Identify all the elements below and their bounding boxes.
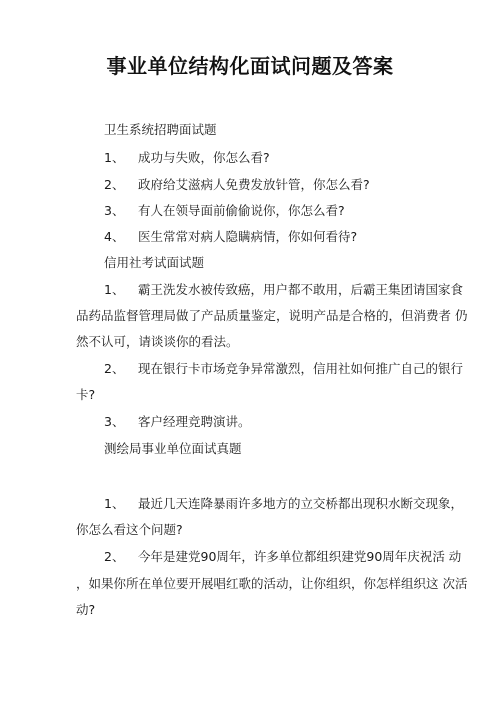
item-number: 4、 [104, 229, 125, 244]
list-item [104, 229, 357, 245]
list-item-line [104, 549, 461, 565]
item-text: 医生常常对病人隐瞒病情，你如何看待? [138, 229, 358, 244]
list-item [104, 150, 270, 166]
item-text: 最近几天连降暴雨许多地方的立交桥都出现积水断交现象， [138, 496, 464, 511]
item-number: 1、 [104, 150, 125, 165]
list-item-continuation: ，如果你所在单位要开展唱红歌的活动，让你组织，你怎样组织这 次活 [76, 576, 468, 591]
section-heading: 信用社考试面试题 [104, 255, 205, 270]
list-item [104, 414, 251, 430]
item-text: 现在银行卡市场竞争异常激烈，信用社如何推广自己的银行 [138, 361, 464, 376]
list-item-continuation: 然不认可，请谈谈你的看法。 [76, 334, 239, 349]
list-item-continuation: 你怎么看这个问题? [76, 522, 183, 537]
list-item-continuation: 动? [76, 602, 96, 617]
section-heading: 测绘局事业单位面试真题 [104, 441, 242, 456]
item-number: 2、 [104, 177, 125, 192]
item-number: 2、 [104, 361, 125, 376]
list-item-line [104, 496, 463, 512]
item-text: 今年是建党90周年，许多单位都组织建党90周年庆祝活 动 [138, 549, 462, 564]
list-item-continuation: 卡? [76, 387, 96, 402]
page-title: 事业单位结构化面试问题及答案 [106, 54, 394, 78]
item-text: 有人在领导面前偷偷说你，你怎么看? [138, 203, 345, 218]
list-item-line [104, 361, 463, 377]
item-text: 客户经理竞聘演讲。 [138, 414, 251, 429]
list-item [104, 203, 345, 219]
item-text: 成功与失败，你怎么看? [138, 150, 270, 165]
item-number: 1、 [104, 282, 125, 297]
item-number: 2、 [104, 549, 125, 564]
item-number: 3、 [104, 414, 125, 429]
item-number: 1、 [104, 496, 125, 511]
list-item-continuation: 品药品监督管理局做了产品质量鉴定，说明产品是合格的，但消费者 仍 [76, 308, 468, 323]
item-text: 霸王洗发水被传致癌，用户都不敢用，后霸王集团请国家食 [138, 282, 464, 297]
section-heading: 卫生系统招聘面试题 [104, 122, 217, 137]
list-item-line [104, 282, 463, 298]
item-text: 政府给艾滋病人免费发放针管，你怎么看? [138, 177, 370, 192]
list-item [104, 177, 370, 193]
item-number: 3、 [104, 203, 125, 218]
